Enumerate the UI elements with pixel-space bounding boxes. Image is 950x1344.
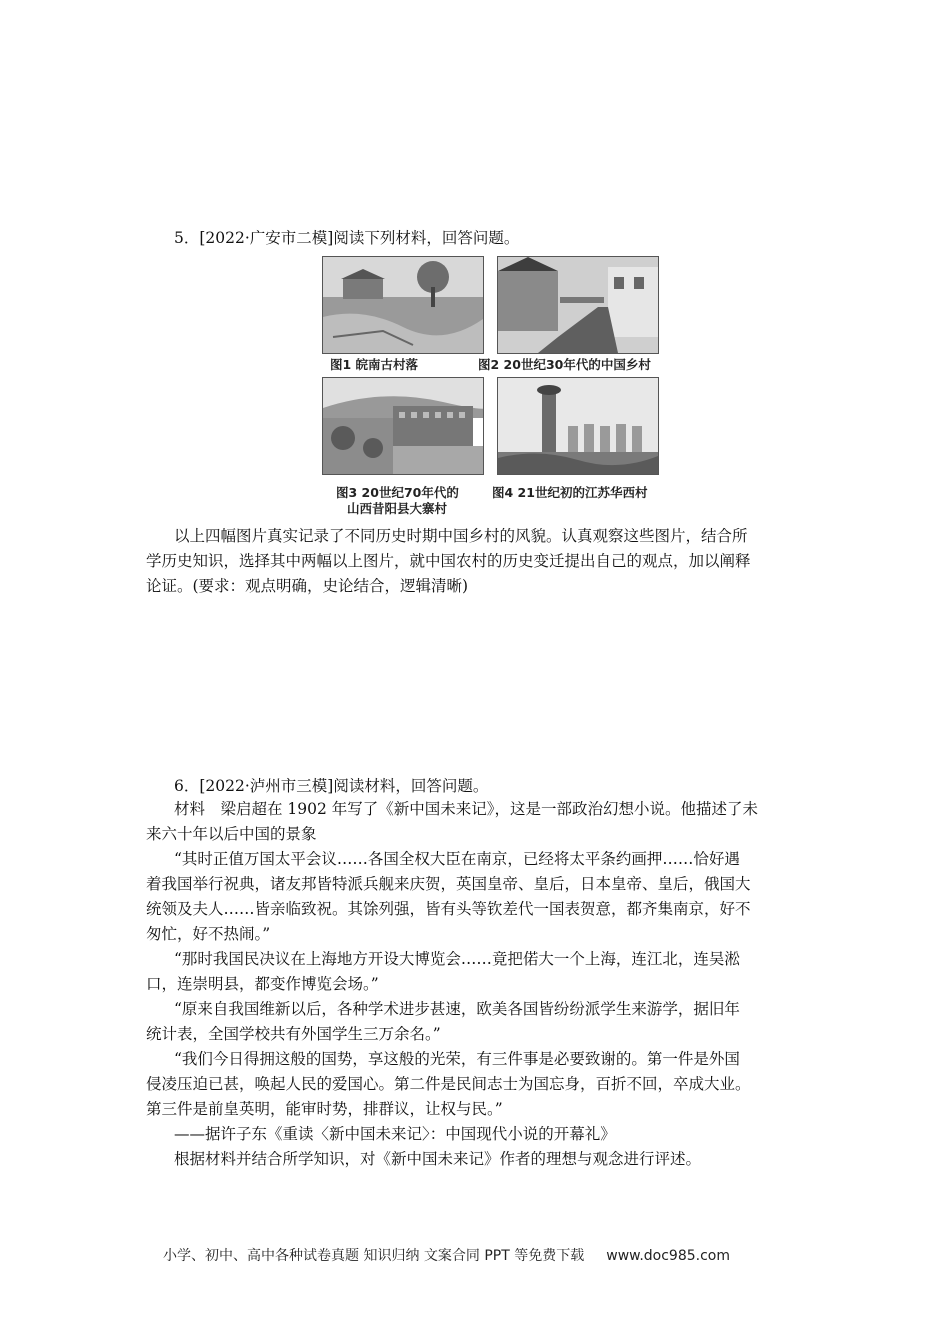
q6-header: 6．[2022·泸州市三模]阅读材料，回答问题。 — [174, 777, 489, 795]
q5-text-line: 学历史知识，选择其中两幅以上图片，就中国农村的历史变迁提出自己的观点，加以阐释 — [146, 552, 751, 570]
footer-text: 小学、初中、高中各种试卷真题 知识归纳 文案合同 PPT 等免费下载 — [163, 1248, 585, 1264]
footer-site-link[interactable]: www.doc985.com — [606, 1248, 730, 1264]
figure-1-photo — [322, 256, 484, 354]
q5-text-line: 以上四幅图片真实记录了不同历史时期中国乡村的风貌。认真观察这些图片，结合所 — [174, 527, 748, 545]
figure-1-caption: 图1 皖南古村落 — [330, 357, 419, 372]
q6-text-line: 口，连崇明县，都变作博览会场。” — [146, 975, 379, 993]
q6-question-line: 根据材料并结合所学知识，对《新中国未来记》作者的理想与观念进行评述。 — [174, 1150, 702, 1168]
figure-4-photo — [497, 377, 659, 475]
figure-4-caption: 图4 21世纪初的江苏华西村 — [492, 485, 648, 500]
q6-text-line: 来六十年以后中国的景象 — [146, 825, 317, 843]
q6-text-line: 匆忙，好不热闹。” — [146, 925, 271, 943]
figure-3-caption-line2: 山西昔阳县大寨村 — [347, 501, 448, 516]
figure-3-photo — [322, 377, 484, 475]
q5-text-line: 论证。(要求：观点明确，史论结合，逻辑清晰) — [146, 577, 469, 595]
q6-text-line: 着我国举行祝典，诸友邦皆特派兵舰来庆贺，英国皇帝、皇后，日本皇帝、皇后，俄国大 — [146, 875, 751, 893]
q6-text-line: 统领及夫人……皆亲临致祝。其馀列强，皆有头等钦差代一国表贺意，都齐集南京，好不 — [146, 900, 751, 918]
figure-2-caption: 图2 20世纪30年代的中国乡村 — [478, 357, 651, 372]
q6-text-line: 统计表，全国学校共有外国学生三万余名。” — [146, 1025, 441, 1043]
q5-header: 5．[2022·广安市二模]阅读下列材料，回答问题。 — [174, 229, 520, 247]
q6-text-line: “我们今日得拥这般的国势，享这般的光荣，有三件事是必要致谢的。第一件是外国 — [174, 1050, 740, 1068]
figure-2-photo — [497, 256, 659, 354]
q6-text-line: “那时我国民决议在上海地方开设大博览会……竟把偌大一个上海，连江北，连吴淞 — [174, 950, 740, 968]
figure-3-caption-line1: 图3 20世纪70年代的 — [336, 485, 459, 500]
q6-text-line: “原来自我国维新以后，各种学术进步甚速，欧美各国皆纷纷派学生来游学，据旧年 — [174, 1000, 740, 1018]
q6-text-line: 第三件是前皇英明，能审时势，排群议，让权与民。” — [146, 1100, 503, 1118]
q6-text-line: 材料 梁启超在 1902 年写了《新中国未来记》，这是一部政治幻想小说。他描述了未 — [174, 800, 759, 818]
q6-text-line: “其时正值万国太平会议……各国全权大臣在南京，已经将太平条约画押……恰好遇 — [174, 850, 740, 868]
page-footer — [163, 1245, 730, 1265]
q6-source-line: ——据许子东《重读〈新中国未来记〉：中国现代小说的开幕礼》 — [174, 1125, 616, 1143]
q6-text-line: 侵凌压迫已甚，唤起人民的爱国心。第二件是民间志士为国忘身，百折不回，卒成大业。 — [146, 1075, 751, 1093]
